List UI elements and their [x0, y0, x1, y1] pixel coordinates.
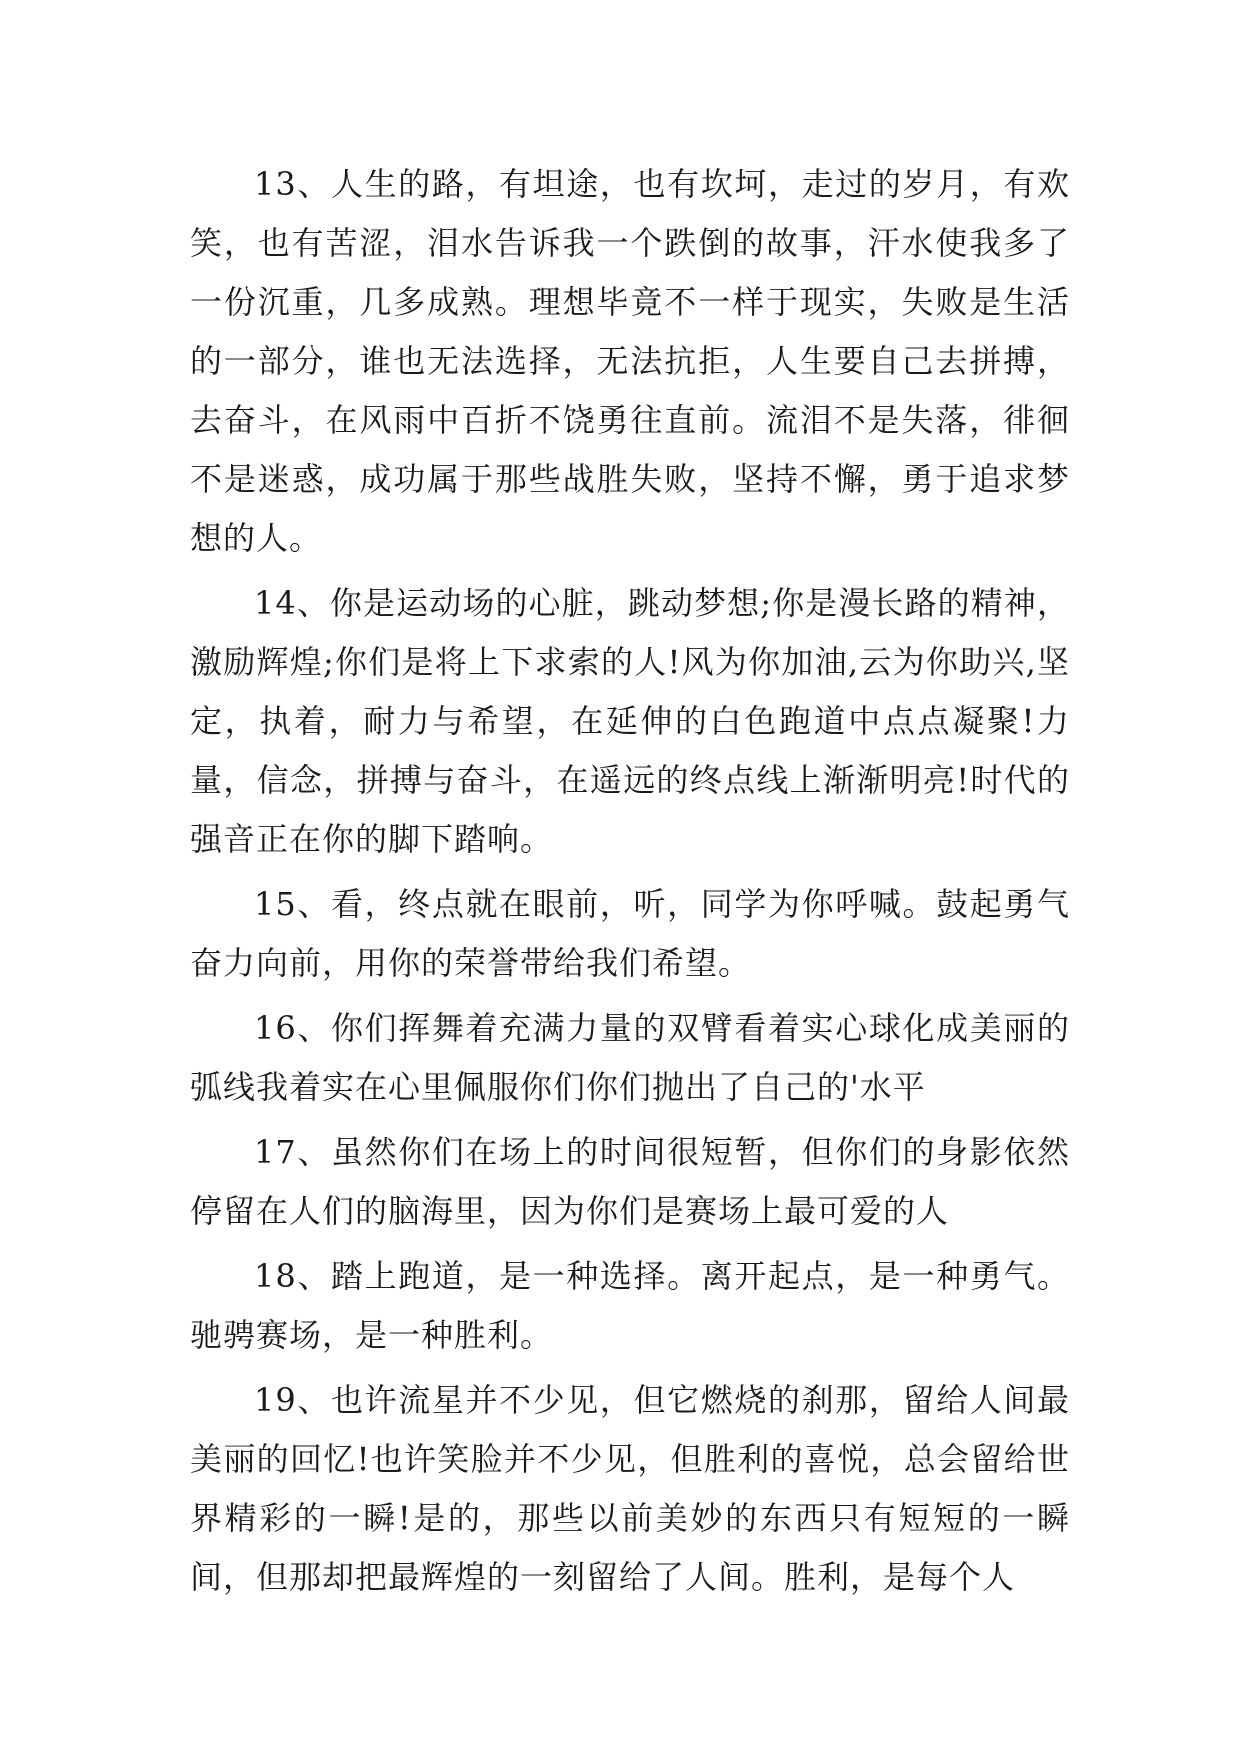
paragraph-15: 15、看，终点就在眼前，听，同学为你呼喊。鼓起勇气奋力向前，用你的荣誉带给我们希望。 [190, 885, 1070, 982]
paragraph-19: 19、也许流星并不少见，但它燃烧的刹那，留给人间最美丽的回忆!也许笑脸并不少见，但胜利的喜悦，总会留给世界精彩的一瞬!是的，那些以前美妙的东西只有短短的一瞬间，但那却把最辉煌的一刻留给了人间。胜利，是每个人 [190, 1381, 1070, 1596]
document-body [190, 155, 1070, 1607]
paragraph-13: 13、人生的路，有坦途，也有坎坷，走过的岁月，有欢笑，也有苦涩，泪水告诉我一个跌倒的故事，汗水使我多了一份沉重，几多成熟。理想毕竟不一样于现实，失败是生活的一部分，谁也无法选择，无法抗拒，人生要自己去拼搏，去奋斗，在风雨中百折不饶勇往直前。流泪不是失落，徘徊不是迷惑，成功属于那些战胜失败，坚持不懈，勇于追求梦想的人。 [190, 165, 1070, 557]
paragraph-14: 14、你是运动场的心脏，跳动梦想;你是漫长路的精神，激励辉煌;你们是将上下求索的人!风为你加油,云为你助兴,坚定，执着，耐力与希望，在延伸的白色跑道中点点凝聚!力量，信念，拼搏与奋斗，在遥远的终点线上渐渐明亮!时代的强音正在你的脚下踏响。 [190, 584, 1070, 858]
paragraph-18: 18、踏上跑道，是一种选择。离开起点，是一种勇气。驰骋赛场，是一种胜利。 [190, 1257, 1070, 1354]
paragraph-17: 17、虽然你们在场上的时间很短暂，但你们的身影依然停留在人们的脑海里，因为你们是赛场上最可爱的人 [190, 1133, 1070, 1230]
paragraph-16: 16、你们挥舞着充满力量的双臂看着实心球化成美丽的弧线我着实在心里佩服你们你们抛出了自己的'水平 [190, 1009, 1070, 1106]
